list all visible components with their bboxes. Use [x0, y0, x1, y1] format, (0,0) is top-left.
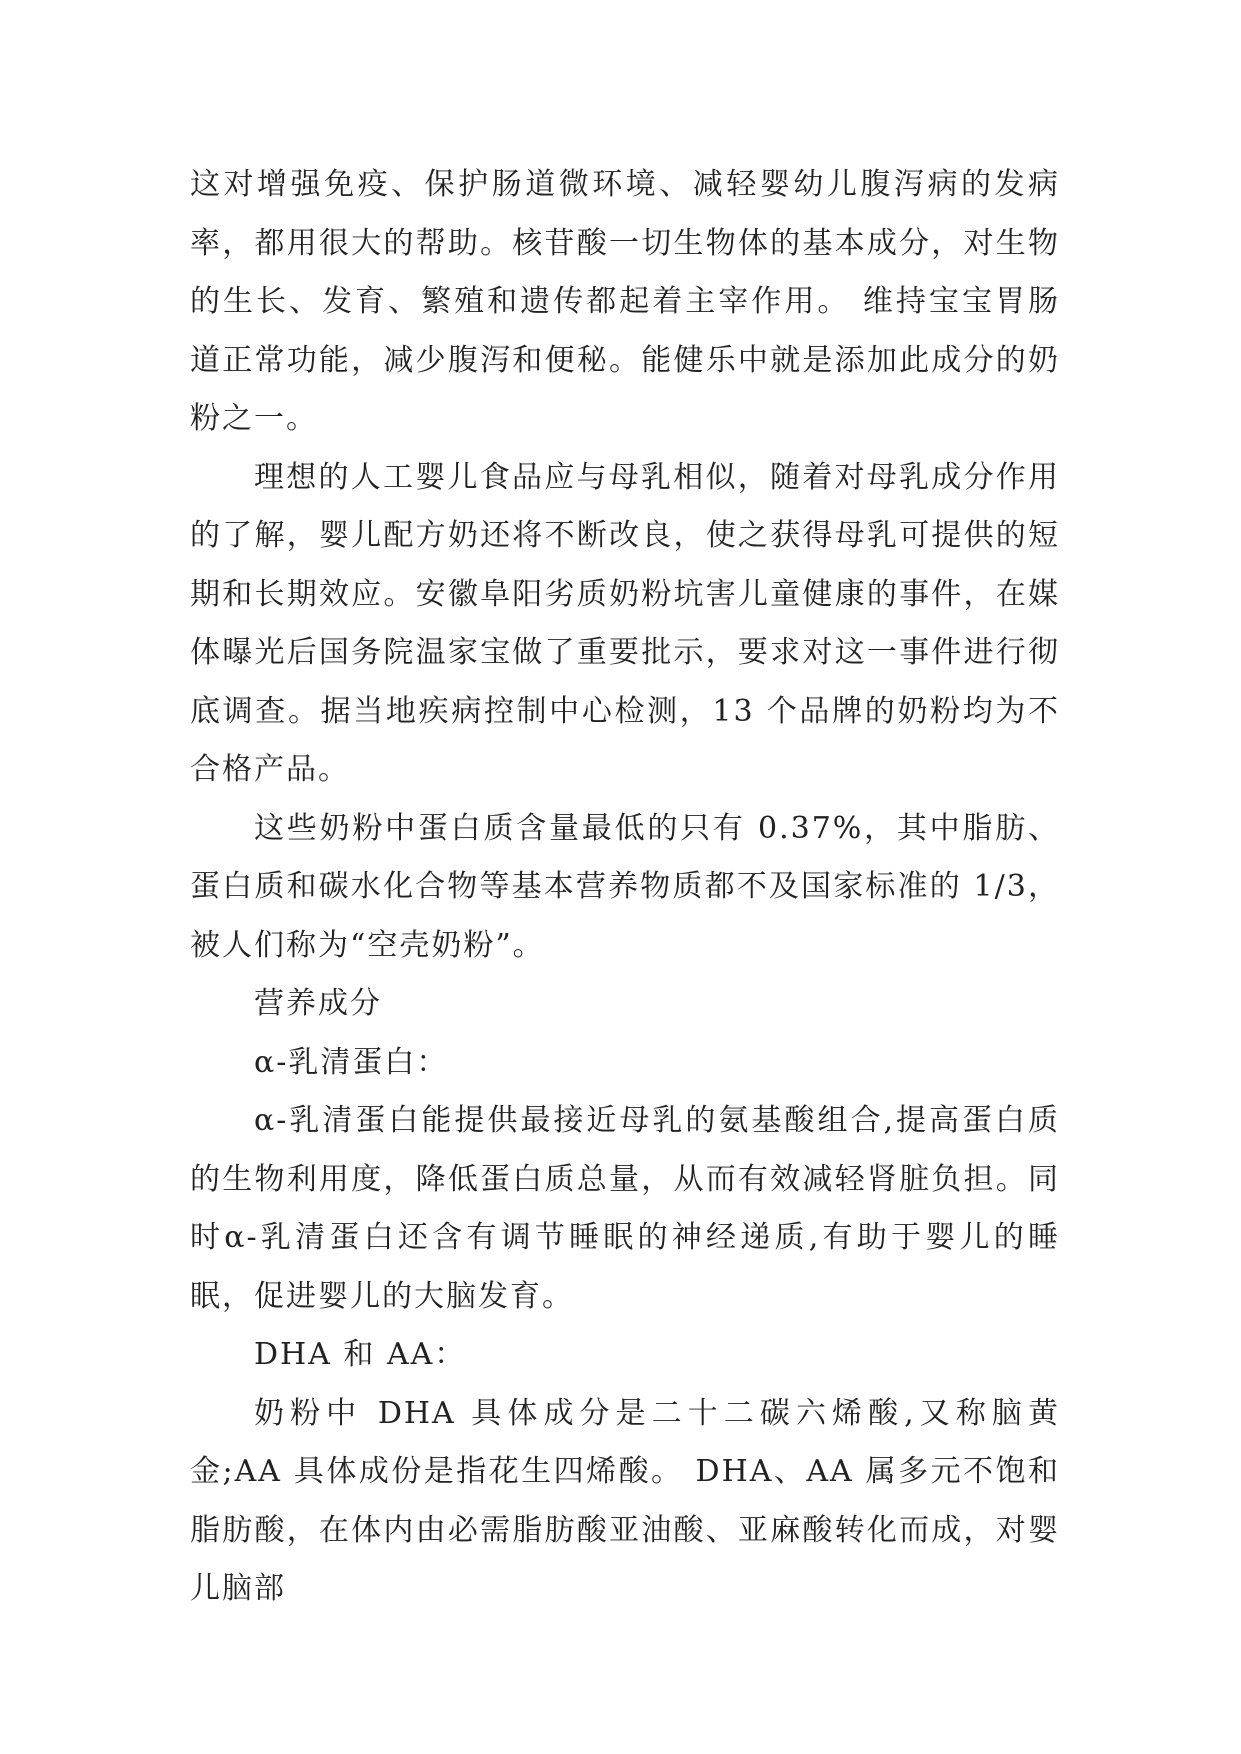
paragraph-ideal-formula: 理想的人工婴儿食品应与母乳相似，随着对母乳成分作用的了解，婴儿配方奶还将不断改良，使之获得母乳可提供的短期和长期效应。安徽阜阳劣质奶粉坑害儿童健康的事件，在媒体曝光后国务院温家宝做了重要批示，要求对这一事件进行彻底调查。据当地疾病控制中心检测，13 个品牌的奶粉均为不合格产品。 — [190, 459, 1060, 787]
paragraph-dha-aa: 奶粉中 DHA 具体成分是二十二碳六烯酸,又称脑黄金;AA 具体成份是指花生四烯酸。 DHA、AA 属多元不饱和脂肪酸，在体内由必需脂肪酸亚油酸、亚麻酸转化而成，对婴儿脑部 — [190, 1395, 1060, 1606]
paragraph-alpha-lactalbumin: α-乳清蛋白能提供最接近母乳的氨基酸组合,提高蛋白质的生物利用度，降低蛋白质总量，从而有效减轻肾脏负担。同时α-乳清蛋白还含有调节睡眠的神经递质,有助于婴儿的睡眠，促进婴儿的大脑发育。 — [190, 1103, 1060, 1314]
heading-nutrients: 营养成分 — [254, 986, 382, 1021]
heading-dha-aa: DHA 和 AA： — [254, 1337, 467, 1372]
paragraph-nucleotide-continued: 这对增强免疫、保护肠道微环境、减轻婴幼儿腹泻病的发病率，都用很大的帮助。核苷酸一切生物体的基本成分，对生物的生长、发育、繁殖和遗传都起着主宰作用。 维持宝宝胃肠道正常功能，减少腹泻和便秘。能健乐中就是添加此成分的奶粉之一。 — [190, 167, 1060, 436]
paragraph-empty-shell-milk: 这些奶粉中蛋白质含量最低的只有 0.37%，其中脂肪、蛋白质和碳水化合物等基本营养物质都不及国家标准的 1/3，被人们称为“空壳奶粉”。 — [190, 810, 1060, 963]
document-body — [190, 156, 1060, 1619]
heading-alpha-lactalbumin: α-乳清蛋白： — [254, 1044, 449, 1080]
